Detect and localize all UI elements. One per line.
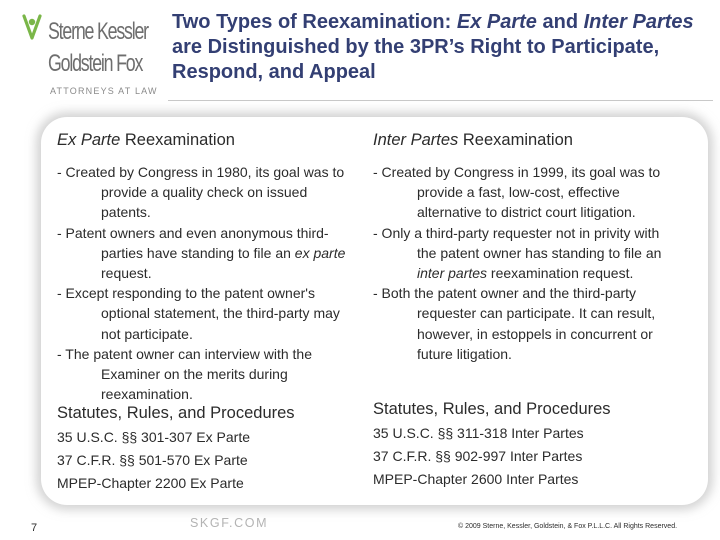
bullet-text: - Except responding to the patent owner's optional statement, the third-party may not participate.: [57, 285, 340, 342]
title-italic-inter-partes: Inter Partes: [583, 11, 694, 33]
ex-parte-statutes-list: [57, 426, 250, 495]
bullet-text: - The patent owner can interview with the Examiner on the merits during reexamination.: [57, 345, 312, 403]
logo-line-1: Sterne Kessler: [48, 18, 148, 45]
list-item: 35 U.S.C. §§ 301-307 Ex Parte: [57, 429, 250, 445]
ex-parte-statutes-heading: Statutes, Rules, and Procedures: [57, 404, 295, 422]
footer-url: SKGF.COM: [190, 516, 269, 530]
list-item: 37 C.F.R. §§ 501-570 Ex Parte: [57, 452, 248, 468]
bullet-text: - Created by Congress in 1999, its goal was to provide a fast, low-cost, effective alternative to district court litigation.: [373, 164, 661, 221]
page-number: 7: [31, 522, 38, 534]
slide-title: [172, 10, 712, 85]
logo-tagline: ATTORNEYS AT LAW: [50, 86, 158, 96]
heading-italic: Inter Partes: [373, 131, 459, 149]
list-item: MPEP-Chapter 2200 Ex Parte: [57, 475, 244, 491]
ex-parte-heading: [57, 130, 357, 150]
bullet-text: reexamination request.: [487, 265, 634, 282]
list-item: 35 U.S.C. §§ 311-318 Inter Partes: [373, 425, 584, 441]
list-item: [57, 223, 357, 284]
heading-italic: Ex Parte: [57, 131, 121, 149]
bullet-text: request.: [101, 265, 152, 282]
inter-partes-column: [373, 130, 673, 364]
list-item: [373, 223, 673, 284]
bullet-emphasis: ex parte: [294, 244, 346, 261]
list-item: [57, 283, 357, 344]
title-divider: [168, 100, 713, 101]
bullet-emphasis: inter partes: [417, 265, 488, 282]
list-item: MPEP-Chapter 2600 Inter Partes: [373, 471, 579, 487]
list-item: 37 C.F.R. §§ 902-997 Inter Partes: [373, 448, 583, 464]
title-part: Two Types of Reexamination:: [172, 11, 457, 33]
bullet-text: - Only a third-party requester not in privity with the patent owner has standing to file an: [373, 224, 662, 261]
list-item: [373, 162, 673, 223]
bullet-text: - Created by Congress in 1980, its goal was to provide a quality check on issued patents.: [57, 164, 345, 221]
inter-partes-statutes-list: [373, 422, 584, 491]
title-part: are Distinguished by the 3PR’s Right to Participate, Respond, and Appeal: [172, 36, 660, 83]
list-item: [57, 162, 357, 223]
heading-rest: Reexamination: [120, 131, 235, 149]
copyright-notice: © 2009 Sterne, Kessler, Goldstein, & Fox P.L.L.C. All Rights Reserved.: [458, 523, 678, 530]
inter-partes-bullet-list: [373, 162, 673, 364]
inter-partes-heading: [373, 130, 673, 150]
inter-partes-statutes-heading: Statutes, Rules, and Procedures: [373, 400, 611, 418]
bullet-text: - Patent owners and even anonymous third-parties have standing to file an: [57, 224, 329, 261]
logo-line-2: Goldstein Fox: [48, 50, 143, 77]
list-item: [57, 344, 357, 405]
ex-parte-bullet-list: [57, 162, 357, 404]
heading-rest: Reexamination: [458, 131, 573, 149]
firm-logo: [18, 12, 158, 100]
bullet-text: - Both the patent owner and the third-party requester can participate. It can result, however, in estoppels in concurrent or future litigation.: [373, 285, 656, 362]
list-item: [373, 283, 673, 364]
title-part: and: [536, 11, 584, 33]
title-italic-ex-parte: Ex Parte: [456, 11, 537, 33]
ex-parte-column: [57, 130, 357, 404]
firm-logo-mark-icon: [18, 14, 46, 42]
